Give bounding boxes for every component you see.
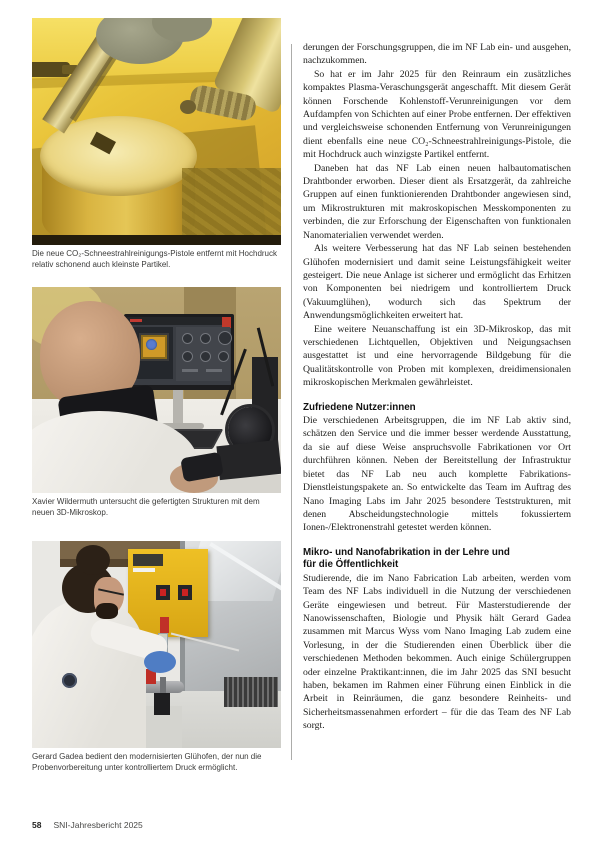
photo-annealing-oven (32, 541, 281, 748)
paragraph: Eine weitere Neuanschaffung ist ein 3D-Mikroskop, das mit verschiedenen Lichtquellen, Objektiven und Neigungsachsen ausgestattet ist und eine hervorragende Bildgebung für die Qualitätskontrolle von Proben mit komplexen, dreidimensionalen mikroskopischen Merkmalen gewährleistet. (303, 323, 571, 389)
photo-3d-microscope-workstation (32, 287, 281, 493)
column-divider (291, 44, 292, 760)
heading-line: für die Öffentlichkeit (303, 559, 399, 571)
dial-icon (182, 351, 193, 362)
photo-co2-cleaning-gun (32, 18, 281, 245)
paragraph: Die verschiedenen Arbeitsgruppen, die im NF Lab aktiv sind, schätzen den Service und die immer besser werdende Ausstattung, da sie auf diese Weise anspruchsvolle Fabrikationen vor Ort durchführen können. Neben der Bereitstellung der Infrastruktur bietet das NF Lab neu auch komplette Fabrikations-Dienstleistungspakete an. So entwickelte das Team im Auftrag des Nano Imaging Labs im Jahr 2025 besondere Teststrukturen, mit denen Abscheidungstechnologie mittels fokussiertem Ionen-/Elektronenstrahl getestet werden können. (303, 415, 571, 534)
dial-icon (218, 351, 229, 362)
monitor-stand (173, 390, 183, 426)
hair-bun (76, 545, 110, 575)
microscope-base (216, 440, 281, 480)
paragraph: So hat er im Jahr 2025 für den Reinraum ein zusätzliches kompaktes Plasma-Veraschungsgerät angeschafft. Mit diesem Gerät können Forschende Kohlenstoff-Verunreinigungen vor dem Aufdampfen von Schichten auf einer Probe entfernen. Der effektiven und vergleichsweise schonenden Entfernung von Verunreinigungen dient ebenfalls eine neue CO₂-Schneestrahlreinigungs-Pistole, die mit Hochdruck auch winzigste Partikel entfernt. (303, 68, 572, 161)
page-number: 58 (32, 820, 42, 830)
report-title: SNI-Jahresbericht 2025 (53, 820, 143, 830)
red-button (160, 589, 166, 596)
red-lever (160, 617, 169, 633)
article-column (303, 41, 571, 733)
photo2-caption: Xavier Wildermuth untersucht die gefertigten Strukturen mit dem neuen 3D-Mikroskop. (32, 497, 260, 517)
section-heading-satisfied-users: Zufriedene Nutzer:innen (303, 401, 416, 413)
coat-badge (62, 673, 77, 688)
software-logo (130, 319, 142, 322)
paragraph: Studierende, die im Nano Fabrication Lab arbeiten, werden vom Team des NF Labs individuell in die Nutzung der verschiedenen Geräte eingewiesen und betreut. Für Masterstudierende der Nanowissenschaften, Biologie und Physik hält Gerard Gadea zusammen mit Marcus Wyss vom Nano Imaging Lab zudem eine Vorlesung, in der die Studierenden einen Überblick über die verschiedenen Methoden bekommen. Auch einige Schülergruppen oder einzelne Praktikant:innen, die im Jahr 2025 das SNI besucht haben, bekamen im Rahmen einer Führung einen Einblick in die Arbeit in Reinräumen, die ganz besondere Reinheits- und Sicherheitsmassenahmen erfordert – für die das Team des NF Lab sorgt. (303, 572, 571, 732)
dial-icon (182, 333, 193, 344)
heading-line: Mikro- und Nanofabrikation in der Lehre und (303, 546, 510, 558)
section-heading-teaching-public (303, 547, 571, 572)
lab-coat (32, 599, 146, 748)
paragraph: Als weitere Verbesserung hat das NF Lab seinen bestehenden Glühofen modernisiert und damit seine Leistungsfähigkeit weiter gesteigert. Die neue Anlage ist sicherer und ermöglicht das Erhitzen von Komponenten bei niedrigem und kontrolliertem Druck (Vakuumglühen), wodurch sich das Spektrum der Anwendungsmöglichkeiten erweitert hat. (303, 243, 571, 322)
heating-element (224, 677, 278, 707)
photo3-caption: Gerard Gadea bedient den modernisierten Glühofen, der nun die Probenvorbereitung unter kontrolliertem Druck ermöglicht. (32, 752, 262, 772)
dial-icon (218, 331, 232, 345)
page-footer (32, 820, 143, 830)
photo1-caption: Die neue CO₂-Schneestrahlreinigungs-Pistole entfernt mit Hochdruck relativ schonend auch kleinste Partikel. (32, 249, 277, 269)
dial-icon (200, 351, 211, 362)
blue-glove (144, 651, 176, 673)
red-button (182, 589, 188, 596)
paragraph: derungen der Forschungsgruppen, die im NF Lab ein- und ausgehen, nachzukommen. (303, 42, 571, 67)
paragraph: Daneben hat das NF Lab einen neuen halbautomatischen Drahtbonder erworben. Dieser dient als Ersatzgerät, da zahlreiche Gruppen auf einen funktionierenden Drahtbonder angewiesen sind, um Mikrostrukturen mit makroskopischen Messkomponenten zu verbinden, die zur Erforschung der Eigenschaften von funktionalen Nanomaterialien verwendet werden. (303, 162, 571, 241)
control-box-label (133, 554, 163, 566)
bench-edge (32, 235, 281, 245)
dial-icon (200, 333, 211, 344)
textured-plate (182, 168, 281, 245)
